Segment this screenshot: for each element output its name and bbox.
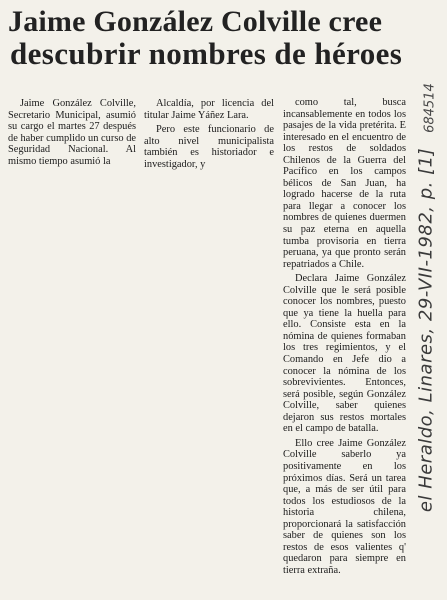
column-3-paragraph-2: Declara Jaime González Colville que le será posible conocer los nombres, puesto que ya tiene la huella para ello. Consiste esta en la nómina de quienes formaban los tres regimientos, y el Comando en Jefe dio a conocer la nómina de los sobrevivientes. Entonces, será posible, según González Colville, saber quienes dejaron sus restos mortales en el campo de batalla. (283, 273, 406, 435)
archive-code: 684514 (422, 83, 438, 133)
article-column-3 (283, 97, 406, 576)
column-3-paragraph-1: como tal, busca incansablemente en todos los pasajes de la vida pretérita. E interesado en el encuentro de los restos de soldados Chilenos de la Guerra del Pacífico en los campos bélicos de San Juan, ha logrado hacerse de la ruta para llegar a conocer los nombres de quienes duermen su paz eterna en aquella tumba provisoria en tierra peruana, ya que pronto serán repatriados a Chile. (283, 97, 406, 270)
column-1-paragraph-1: Jaime González Colville, Secretario Municipal, asumió su cargo el martes 27 después de haber cumplido un curso de Seguridad Nacional. Al mismo tiempo asumió la (8, 98, 136, 167)
headline-line-2: descubrir nombres de héroes (10, 35, 403, 71)
handwritten-source-note: el Heraldo, Linares, 29-VII-1982, p. [1] (415, 147, 437, 513)
article-column-2 (144, 98, 274, 171)
headline (8, 6, 408, 70)
column-2-paragraph-1: Alcaldía, por licencia del titular Jaime Yáñez Lara. (144, 98, 274, 121)
column-3-paragraph-3: Ello cree Jaime González Colville saberlo ya positivamente en los próximos días. Será un tarea que, a más de ser útil para todos los estudiosos de la historia chilena, proporcionará la satisfacción saber de quienes son los restos de esos valientes q' quedaron para siempre en tierra extraña. (283, 437, 406, 576)
article-column-1 (8, 98, 136, 168)
headline-line-1: Jaime González Colville cree (8, 5, 383, 38)
column-2-paragraph-2: Pero este funcionario de alto nivel municipalista también es historiador e investigador, y (144, 124, 274, 170)
